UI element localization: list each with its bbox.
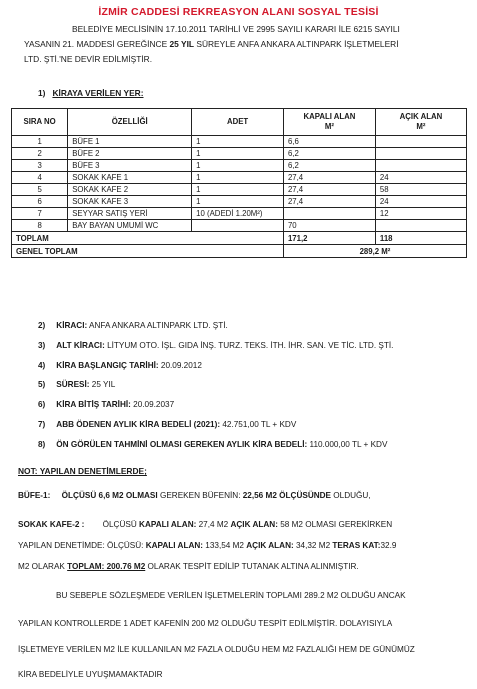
grand-total-value: 289,2 M² xyxy=(283,245,466,258)
intro-paragraph xyxy=(24,22,462,67)
intro-line-2a: YASANIN 21. MADDESİ GEREĞİNCE xyxy=(24,39,170,49)
note-heading: NOT: YAPILAN DENETİMLERDE; xyxy=(18,466,147,476)
table-grand-total-row xyxy=(12,245,467,258)
section-1-number: 1) xyxy=(38,88,46,98)
kafe-finding-line-3: M2 OLARAK TOPLAM: 200.76 M2 OLARAK TESPİT EDİLİP TUTANAK ALTINA ALINMIŞTIR. xyxy=(18,562,359,571)
header-kapali-alan: KAPALI ALAN M² xyxy=(283,109,375,136)
list-item: 4) KİRA BAŞLANGIÇ TARİHİ: 20.09.2012 xyxy=(38,360,202,370)
table-row: 6 SOKAK KAFE 3 1 27,4 24 xyxy=(12,196,467,208)
bufe-finding: BÜFE-1: ÖLÇÜSÜ 6,6 M2 OLMASI GEREKEN BÜFENİN: 22,56 M2 ÖLÇÜSÜNDE OLDUĞU, xyxy=(18,491,371,500)
list-item: 8) ÖN GÖRÜLEN TAHMİNİ OLMASI GEREKEN AYLIK KİRA BEDELİ: 110.000,00 TL + KDV xyxy=(38,439,388,449)
table-total-row xyxy=(12,232,467,245)
list-item: 7) ABB ÖDENEN AYLIK KİRA BEDELİ (2021): 42.751,00 TL + KDV xyxy=(38,419,297,429)
table-row: 4 SOKAK KAFE 1 1 27,4 24 xyxy=(12,172,467,184)
table-row: 2 BÜFE 2 1 6,2 xyxy=(12,148,467,160)
list-item: 6) KİRA BİTİŞ TARİHİ: 20.09.2037 xyxy=(38,400,175,410)
closing-line-1: BU SEBEPLE SÖZLEŞMEDE VERİLEN İŞLETMELERİN TOPLAMI 289.2 M2 OLDUĞU ANCAK xyxy=(56,591,406,600)
intro-line-3: LTD. ŞTİ.'NE DEVİR EDİLMİŞTİR. xyxy=(24,54,153,64)
document-title: İZMİR CADDESİ REKREASYON ALANI SOSYAL TESİSİ xyxy=(98,6,379,18)
list-item: 2) KİRACI: ANFA ANKARA ALTINPARK LTD. ŞTİ. xyxy=(38,321,228,330)
section-1-heading xyxy=(38,88,144,98)
table-row: 7 SEYYAR SATIŞ YERİ 10 (ADEDİ 1.20M²) 12 xyxy=(12,208,467,220)
header-adet: ADET xyxy=(192,109,284,136)
details-list xyxy=(38,316,468,455)
closing-line-2: YAPILAN KONTROLLERDE 1 ADET KAFENİN 200 M2 OLDUĞU TESPİT EDİLMİŞTİR. DOLAYISIYLA xyxy=(18,619,393,628)
grand-total-label: GENEL TOPLAM xyxy=(12,245,284,258)
intro-term: 25 YIL xyxy=(169,39,195,49)
total-kapali: 171,2 xyxy=(283,232,375,245)
header-sira-no: SIRA NO xyxy=(12,109,68,136)
closing-line-4: KİRA BEDELİYLE UYUŞMAMAKTADIR xyxy=(18,670,163,679)
intro-line-2c: SÜREYLE ANFA ANKARA ALTINPARK İŞLETMELERİ xyxy=(194,39,399,49)
total-label: TOPLAM xyxy=(12,232,284,245)
section-1-label: KİRAYA VERİLEN YER: xyxy=(52,88,144,98)
closing-line-3: İŞLETMEYE VERİLEN M2 İLE KULLANILAN M2 FAZLA OLDUĞU HEM M2 FAZLALIĞI HEM DE GÜNÜMÜZ xyxy=(18,645,415,654)
intro-line-1: BELEDİYE MECLİSİNİN 17.10.2011 TARİHLİ VE 2995 SAYILI KARARI İLE 6215 SAYILI xyxy=(72,24,400,34)
table-row: 8 BAY BAYAN UMUMİ WC 70 xyxy=(12,220,467,232)
header-acik-alan: AÇIK ALAN M² xyxy=(375,109,466,136)
list-item: 5) SÜRESİ: 25 YIL xyxy=(38,380,116,390)
total-acik: 118 xyxy=(375,232,466,245)
table-header-row xyxy=(12,109,467,136)
rental-table xyxy=(11,108,467,258)
table-row: 5 SOKAK KAFE 2 1 27,4 58 xyxy=(12,184,467,196)
header-ozellik: ÖZELLİĞİ xyxy=(68,109,192,136)
list-item: 3) ALT KİRACI: LİTYUM OTO. İŞL. GIDA İNŞ. TURZ. TEKS. İTH. İHR. SAN. VE TİC. LTD. ŞTİ. xyxy=(38,340,394,350)
table-row: 3 BÜFE 3 1 6,2 xyxy=(12,160,467,172)
table-row: 1 BÜFE 1 1 6,6 xyxy=(12,136,467,148)
kafe-finding-line-1: SOKAK KAFE-2 : ÖLÇÜSÜ KAPALI ALAN: 27,4 M2 AÇIK ALAN: 58 M2 OLMASI GEREKİRKEN xyxy=(18,520,393,529)
kafe-finding-line-2: YAPILAN DENETİMDE: ÖLÇÜSÜ: KAPALI ALAN: 133,54 M2 AÇIK ALAN: 34,32 M2 TERAS KAT:32.9 xyxy=(18,541,397,550)
